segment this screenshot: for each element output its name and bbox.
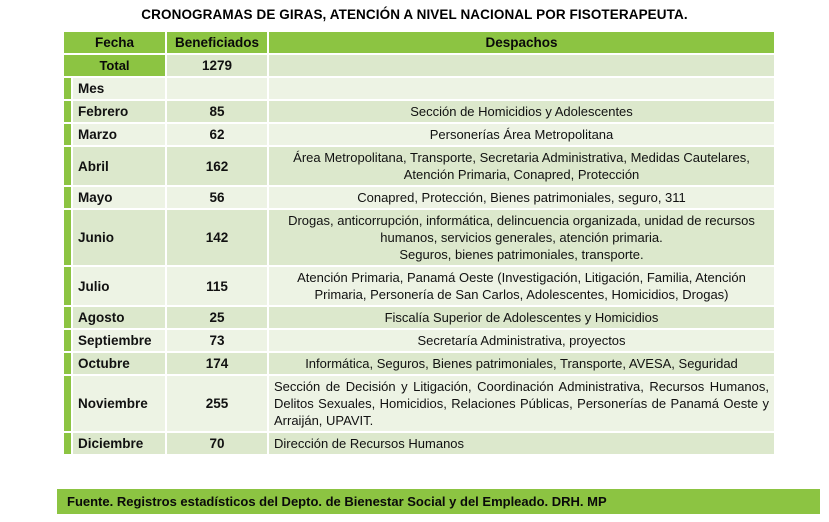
total-label-cell: Total	[64, 55, 165, 76]
beneficiados-cell: 115	[167, 267, 267, 305]
beneficiados-cell: 85	[167, 101, 267, 122]
month-cell: Febrero	[73, 101, 165, 122]
beneficiados-cell: 142	[167, 210, 267, 265]
table-row	[64, 267, 774, 305]
month-cell: Agosto	[73, 307, 165, 328]
page-title: CRONOGRAMAS DE GIRAS, ATENCIÓN A NIVEL NACIONAL POR FISOTERAPEUTA.	[141, 7, 688, 22]
table-row	[64, 187, 774, 208]
row-accent-stripe	[64, 376, 71, 431]
total-value-cell: 1279	[167, 55, 267, 76]
mes-label-cell: Mes	[73, 78, 165, 99]
month-cell: Junio	[73, 210, 165, 265]
row-accent-stripe	[64, 147, 71, 185]
month-cell: Octubre	[73, 353, 165, 374]
row-accent-stripe	[64, 307, 71, 328]
beneficiados-cell: 25	[167, 307, 267, 328]
table-row	[64, 330, 774, 351]
row-accent-stripe	[64, 267, 71, 305]
header-row	[64, 32, 774, 53]
beneficiados-cell: 73	[167, 330, 267, 351]
total-row	[64, 55, 774, 76]
mes-row	[64, 78, 774, 99]
table-row	[64, 147, 774, 185]
total-despachos-cell	[269, 55, 774, 76]
row-accent-stripe	[64, 210, 71, 265]
despachos-cell: Dirección de Recursos Humanos	[269, 433, 774, 454]
despachos-cell: Atención Primaria, Panamá Oeste (Investigación, Litigación, Familia, Atención Primaria, Personería de San Carlos, Adolescentes, Homicidios, Drogas)	[269, 267, 774, 305]
despachos-cell: Drogas, anticorrupción, informática, delincuencia organizada, unidad de recursos humanos, servicios generales, atención primaria. Seguros, bienes patrimoniales, transporte.	[269, 210, 774, 265]
table-row	[64, 376, 774, 431]
row-accent-stripe	[64, 433, 71, 454]
despachos-cell: Secretaría Administrativa, proyectos	[269, 330, 774, 351]
mes-despachos-cell	[269, 78, 774, 99]
month-cell: Septiembre	[73, 330, 165, 351]
month-cell: Abril	[73, 147, 165, 185]
beneficiados-cell: 255	[167, 376, 267, 431]
despachos-cell: Conapred, Protección, Bienes patrimoniales, seguro, 311	[269, 187, 774, 208]
table-row	[64, 307, 774, 328]
row-accent-stripe	[64, 353, 71, 374]
beneficiados-cell: 174	[167, 353, 267, 374]
despachos-cell: Sección de Decisión y Litigación, Coordinación Administrativa, Recursos Humanos, Delitos Sexuales, Homicidios, Relaciones Públicas, Personerías de Panamá Oeste y Arraiján, UPAVIT.	[269, 376, 774, 431]
despachos-cell: Informática, Seguros, Bienes patrimoniales, Transporte, AVESA, Seguridad	[269, 353, 774, 374]
table-row	[64, 210, 774, 265]
table-row	[64, 433, 774, 454]
table-row	[64, 101, 774, 122]
despachos-cell: Sección de Homicidios y Adolescentes	[269, 101, 774, 122]
row-accent-stripe	[64, 124, 71, 145]
schedule-table	[62, 30, 776, 456]
header-cell-beneficiados: Beneficiados	[167, 32, 267, 53]
month-cell: Mayo	[73, 187, 165, 208]
month-cell: Noviembre	[73, 376, 165, 431]
month-cell: Julio	[73, 267, 165, 305]
despachos-cell: Área Metropolitana, Transporte, Secretaria Administrativa, Medidas Cautelares, Atención Primaria, Conapred, Protección	[269, 147, 774, 185]
source-note: Fuente. Registros estadísticos del Depto. de Bienestar Social y del Empleado. DRH. MP	[57, 489, 820, 514]
header-cell-fecha: Fecha	[64, 32, 165, 53]
row-accent-stripe	[64, 78, 71, 99]
beneficiados-cell: 70	[167, 433, 267, 454]
despachos-cell: Personerías Área Metropolitana	[269, 124, 774, 145]
row-accent-stripe	[64, 330, 71, 351]
table-row	[64, 124, 774, 145]
beneficiados-cell: 56	[167, 187, 267, 208]
row-accent-stripe	[64, 187, 71, 208]
table-row	[64, 353, 774, 374]
beneficiados-cell: 62	[167, 124, 267, 145]
month-cell: Diciembre	[73, 433, 165, 454]
row-accent-stripe	[64, 101, 71, 122]
header-cell-despachos: Despachos	[269, 32, 774, 53]
month-cell: Marzo	[73, 124, 165, 145]
mes-value-cell	[167, 78, 267, 99]
despachos-cell: Fiscalía Superior de Adolescentes y Homicidios	[269, 307, 774, 328]
beneficiados-cell: 162	[167, 147, 267, 185]
